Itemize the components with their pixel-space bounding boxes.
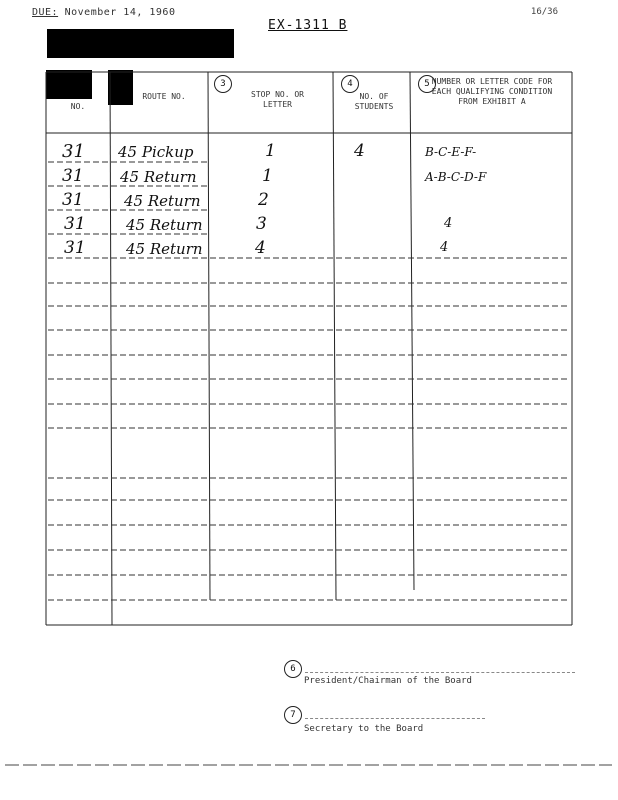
row-no: 31 xyxy=(62,190,84,210)
signature-label-secretary: Secretary to the Board xyxy=(304,724,424,734)
signature-label-president: President/Chairman of the Board xyxy=(304,676,472,686)
row-route: 45 Pickup xyxy=(118,143,194,161)
row-codes: A-B-C-D-F xyxy=(425,170,487,184)
row-stop: 1 xyxy=(262,166,273,186)
row-codes: 4 xyxy=(440,240,449,255)
row-codes: B-C-E-F- xyxy=(425,145,477,159)
column-header-codes: NUMBER OR LETTER CODE FOR EACH QUALIFYING CONDITION FROM EXHIBIT A xyxy=(431,77,553,106)
row-no: 31 xyxy=(64,238,86,258)
row-students: 4 xyxy=(354,141,365,161)
page-reference: 16/36 xyxy=(530,7,558,17)
row-route: 45 Return xyxy=(120,168,197,186)
row-no: 31 xyxy=(62,166,84,186)
row-no: 31 xyxy=(62,141,85,162)
row-stop: 3 xyxy=(256,214,267,234)
due-date: November 14, 1960 xyxy=(64,7,176,18)
signature-line-president xyxy=(305,672,575,673)
signature-line-secretary xyxy=(305,718,485,719)
signature-number-7: 7 xyxy=(284,706,302,724)
row-stop: 2 xyxy=(258,190,269,210)
signature-number-6: 6 xyxy=(284,660,302,678)
row-codes: 4 xyxy=(444,216,453,231)
exhibit-title: EX-1311 B xyxy=(268,18,348,33)
row-stop: 4 xyxy=(255,238,266,258)
column-number-3: 3 xyxy=(214,75,232,93)
column-header-no: NO. xyxy=(70,102,86,111)
column-number-5: 5 xyxy=(418,75,436,93)
column-number-4: 4 xyxy=(341,75,359,93)
column-header-students: NO. OF STUDENTS xyxy=(354,92,394,111)
column-header-stop: STOP NO. OR LETTER xyxy=(251,90,304,109)
row-stop: 1 xyxy=(265,141,276,161)
row-route: 45 Return xyxy=(124,192,201,210)
due-label: DUE: xyxy=(32,7,59,18)
row-route: 45 Return xyxy=(126,240,203,258)
row-no: 31 xyxy=(64,214,86,234)
row-route: 45 Return xyxy=(126,216,203,234)
column-header-route: ROUTE NO. xyxy=(142,92,186,101)
